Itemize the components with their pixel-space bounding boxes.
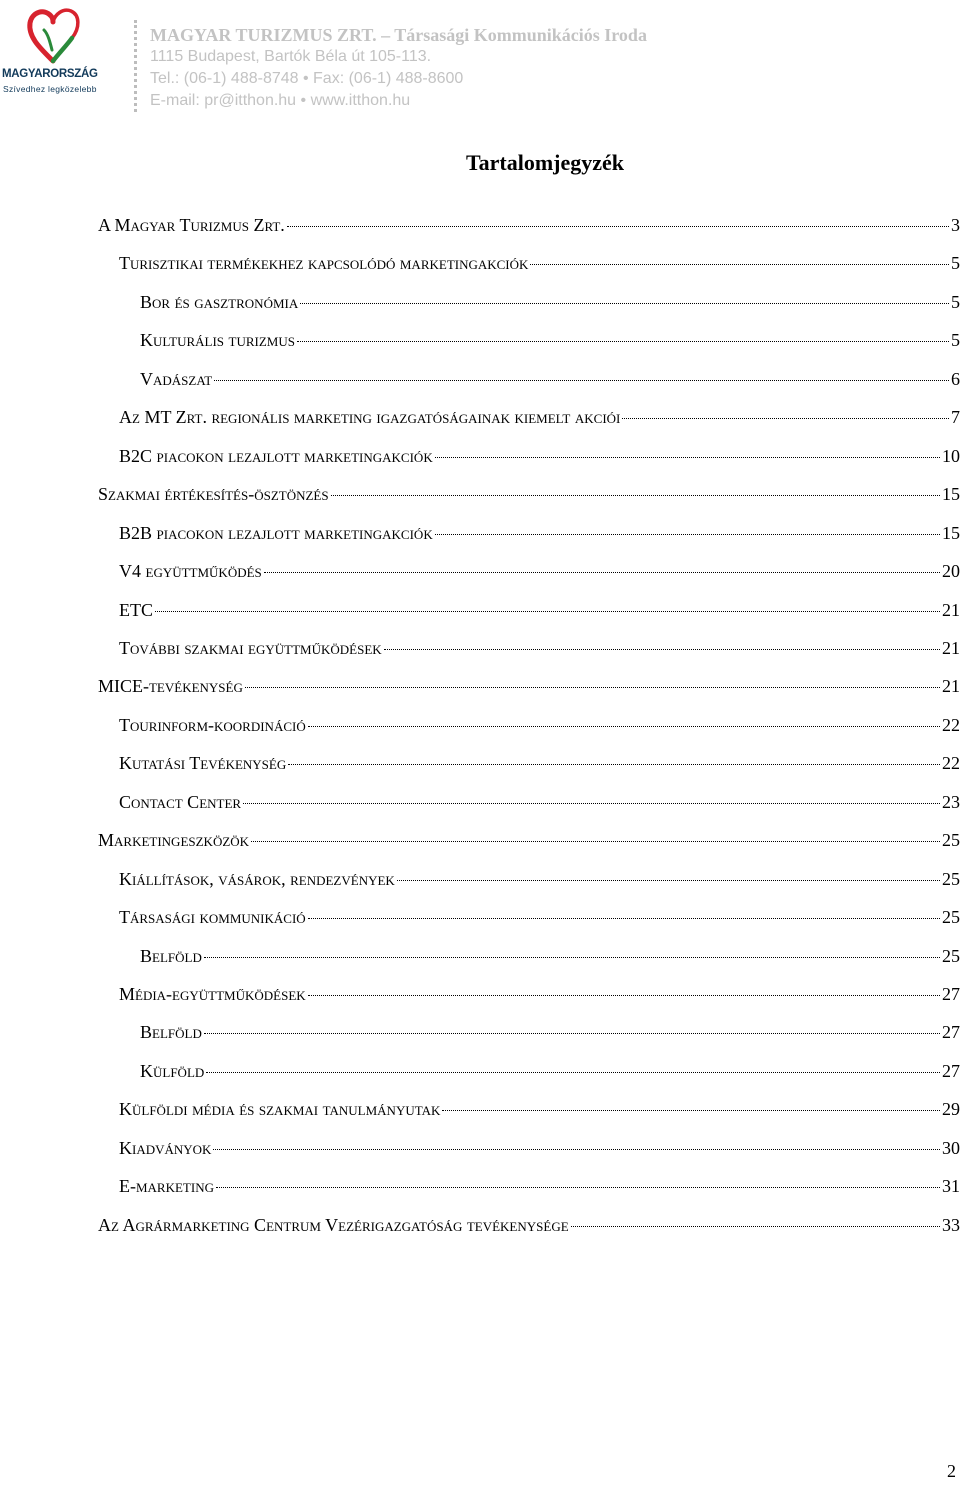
toc-entry-label: Külföldi média és szakmai tanulmányutak [119,1099,441,1120]
toc-entry-leader [530,264,949,265]
toc-entry-leader [435,534,940,535]
toc-entry-page: 20 [942,561,960,582]
toc-entry-leader [308,995,940,996]
toc-entry-label: További szakmai együttműködések [119,637,382,658]
toc-entry-leader [204,1033,940,1034]
toc-entry[interactable] [98,667,960,705]
toc-entry[interactable] [119,629,960,667]
heart-logo-icon [22,4,84,66]
toc-entry[interactable] [98,1206,960,1244]
logo-slogan: Szívedhez legközelebb [3,84,97,94]
toc-entry-label: Tourinform-koordináció [119,714,306,735]
toc-entry[interactable] [140,283,960,321]
toc-entry-page: 5 [951,330,960,351]
toc-entry-leader [622,418,949,419]
toc-entry-page: 15 [942,522,960,543]
toc-entry-page: 22 [942,753,960,774]
organization-name: MAGYAR TURIZMUS ZRT. – Társasági Kommunikációs Iroda [150,25,647,45]
toc-entry-leader [571,1226,940,1227]
toc-entry-page: 10 [942,445,960,466]
toc-entry[interactable] [119,591,960,629]
toc-entry-label: Belföld [140,945,202,966]
toc-entry-page: 21 [942,676,960,697]
toc-entry[interactable] [119,860,960,898]
toc-entry-label: Külföld [140,1060,205,1081]
toc-entry-label: A Magyar Turizmus Zrt. [98,215,285,235]
toc-entry[interactable] [119,514,960,552]
toc-entry-label: B2B piacokon lezajlott marketingakciók [119,522,433,543]
toc-entry-page: 27 [942,1060,960,1081]
logo-name: MAGYARORSZÁG [2,68,98,80]
toc-entry[interactable] [119,244,960,282]
toc-entry-label: Kiállítások, vásárok, rendezvények [119,868,395,889]
toc-entry-page: 21 [942,637,960,658]
toc-entry-label: Társasági kommunikáció [119,907,306,928]
toc-entry-leader [251,841,940,842]
toc-entry[interactable] [98,821,960,859]
toc-entry[interactable] [119,398,960,436]
toc-entry[interactable] [140,360,960,398]
toc-entry-label: Vadászat [140,368,213,389]
toc-entry-page: 27 [942,984,960,1004]
toc-entry[interactable] [119,437,960,475]
toc-title: Tartalomjegyzék [465,150,625,175]
toc-entry-page: 15 [942,484,960,505]
toc-entry-page: 23 [942,791,960,812]
toc-entry-label: Az MT Zrt. regionális marketing igazgatóságainak kiemelt akciói [119,407,621,428]
toc-entry[interactable] [119,744,960,782]
toc-entry[interactable] [98,475,960,513]
toc-entry-page: 30 [942,1137,960,1158]
toc-entry-label: Az Agrármarketing Centrum Vezérigazgatóság tevékenysége [98,1214,569,1235]
header-divider [134,20,137,112]
toc-entry-leader [331,495,940,496]
toc-entry-label: Kulturális turizmus [140,330,295,351]
toc-entry-label: Média-együttműködések [119,984,306,1004]
toc-entry-label: Bor és gasztronómia [140,291,299,312]
toc-entry-leader [308,918,940,919]
toc-entry-leader [243,803,940,804]
toc-entry[interactable] [119,898,960,936]
toc-entry-leader [442,1110,940,1111]
toc-entry[interactable] [119,552,960,590]
toc-entry[interactable] [140,321,960,359]
toc-entry-leader [216,1187,940,1188]
toc-entry-page: 25 [942,945,960,966]
toc-entry-leader [214,380,949,381]
toc-entry-page: 27 [942,1022,960,1043]
toc-entry-label: Kutatási Tevékenység [119,753,287,774]
email-web: E-mail: pr@itthon.hu • www.itthon.hu [150,92,411,109]
toc-entry[interactable] [119,975,960,1013]
toc-entry-leader [384,649,940,650]
toc-entry-page: 22 [942,714,960,735]
toc-entry-label: Marketingeszközök [98,830,250,851]
toc-entry-page: 25 [942,868,960,889]
toc-entry-page: 29 [942,1099,960,1120]
toc-entry-page: 31 [942,1176,960,1197]
phone-fax: Tel.: (06-1) 488-8748 • Fax: (06-1) 488-8600 [150,70,464,87]
toc-entry-label: Szakmai értékesítés-ösztönzés [98,484,329,505]
toc-entry-page: 7 [951,407,960,428]
toc-entry[interactable] [140,1052,960,1090]
toc-entry-page: 25 [942,907,960,928]
toc-entry-label: Contact Center [119,791,242,812]
toc-entry-leader [264,572,940,573]
toc-entry-leader [435,457,940,458]
toc-entry-label: ETC [119,599,153,620]
toc-entry-leader [206,1072,940,1073]
toc-entry-label: V4 együttműködés [119,561,262,582]
toc-entry-leader [300,303,949,304]
toc-entry[interactable] [119,1090,960,1128]
contact-block [150,24,647,112]
toc-entry[interactable] [98,206,960,244]
toc-entry-leader [397,880,940,881]
toc-entry-page: 33 [942,1214,960,1235]
toc-entry-page: 21 [942,599,960,620]
toc-entry-label: E-marketing [119,1176,214,1197]
toc-entry-page: 5 [951,291,960,312]
toc-entry[interactable] [140,937,960,975]
toc-entry-label: MICE-tevékenység [98,676,243,697]
toc-entry-leader [155,611,940,612]
toc-entry-leader [308,726,940,727]
toc-entry-page: 3 [951,215,960,235]
brand-logo [0,0,118,112]
toc-entry[interactable] [119,1167,960,1205]
toc-entry[interactable] [140,1013,960,1051]
address: 1115 Budapest, Bartók Béla út 105-113. [150,48,432,65]
toc-entry-page: 6 [951,368,960,389]
toc-entry-leader [245,687,940,688]
toc-entry-label: Turisztikai termékekhez kapcsolódó marketingakciók [119,253,529,274]
toc-entry[interactable] [119,706,960,744]
toc-entry-leader [204,957,940,958]
toc-entry-leader [288,764,940,765]
toc-entry[interactable] [119,1129,960,1167]
toc-entry-label: Belföld [140,1022,202,1043]
toc-entry-page: 25 [942,830,960,851]
toc-entry-label: B2C piacokon lezajlott marketingakciók [119,445,433,466]
toc-entry-page: 5 [951,253,960,274]
toc-entry[interactable] [119,783,960,821]
toc-entry-label: Kiadványok [119,1137,212,1158]
toc-entry-leader [213,1149,940,1150]
toc-entry-leader [287,226,949,227]
page-number: 2 [947,1461,956,1481]
toc-entry-leader [297,341,949,342]
